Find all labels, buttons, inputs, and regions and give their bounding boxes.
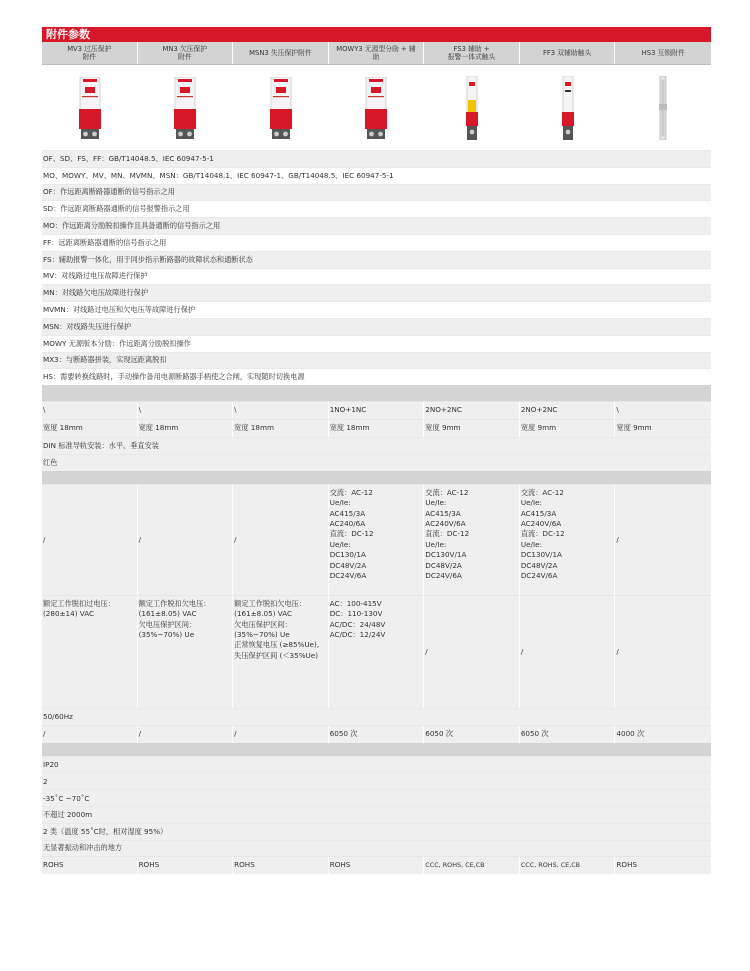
cert-cell: ROHS bbox=[329, 857, 425, 874]
width-cell: 宽度 9mm bbox=[616, 423, 652, 433]
note-row: FS：辅助报警一体化，用于同步指示断路器的故障状态和通断状态 bbox=[42, 251, 711, 268]
cert-cell: CCC, ROHS, CE,CB bbox=[424, 857, 520, 874]
device-hs3-icon bbox=[615, 65, 711, 150]
rating-cell: / bbox=[616, 534, 619, 544]
device-msn3-icon bbox=[233, 65, 329, 150]
product-image-row bbox=[42, 65, 711, 150]
contacts-cell: \ bbox=[138, 402, 234, 419]
cert-cell: ROHS bbox=[42, 857, 138, 874]
note-row: MVMN：对线路过电压和欠电压等故障进行保护 bbox=[42, 301, 711, 318]
note-row: SD：作远距离断路器通断的信号报警指示之用 bbox=[42, 200, 711, 217]
note-row: OF：作远距离断路器通断的信号指示之用 bbox=[42, 184, 711, 201]
contacts-cell: \ bbox=[42, 402, 138, 419]
rating-cell: 交流：AC-12 Ue/Ie: AC415/3A AC240V/6A 直流：DC-12 Ue/Ie: DC130V/1A DC48V/2A DC24V/6A bbox=[520, 485, 616, 595]
life-cell: 6050 次 bbox=[329, 726, 425, 743]
install-class-row: 2 类（温度 55˚C时，相对湿度 95%） bbox=[42, 823, 711, 840]
note-row: FF：远距离断路器通断的信号指示之用 bbox=[42, 234, 711, 251]
note-row: MSN：对线路失压进行保护 bbox=[42, 318, 711, 335]
column-header: MSN3 失压保护附件 bbox=[233, 42, 329, 64]
voltage-cell: 额定工作脱扣过电压： (280±14) VAC bbox=[42, 596, 138, 708]
mounting-row: DIN 标准导轨安装：水平、垂直安装 bbox=[42, 437, 711, 454]
life-cell: 4000 次 bbox=[616, 728, 645, 738]
rating-cell: / bbox=[233, 485, 329, 595]
note-row: HS：需要转换线路时，手动操作备用电源断路器手柄使之合闸，实现随时切换电源 bbox=[42, 368, 711, 385]
life-row bbox=[42, 725, 711, 743]
column-header: MOWY3 无源型分励 + 辅 助 bbox=[329, 42, 425, 64]
section-title: 附件参数 bbox=[42, 27, 711, 42]
section-divider bbox=[42, 385, 711, 401]
width-row bbox=[42, 419, 711, 437]
contacts-cell: 1NO+1NC bbox=[329, 402, 425, 419]
device-mowy3-icon bbox=[329, 65, 425, 150]
column-header-row bbox=[42, 42, 711, 65]
life-cell: / bbox=[233, 726, 329, 743]
voltage-cell: / bbox=[616, 646, 619, 656]
width-cell: 宽度 9mm bbox=[520, 420, 616, 437]
width-cell: 宽度 18mm bbox=[233, 420, 329, 437]
cert-cell: CCC, ROHS, CE,CB bbox=[520, 857, 616, 874]
rating-cell: 交流：AC-12 Ue/Ie: AC415/3A AC240/6A 直流：DC-12 Ue/Ie: DC130/1A DC48V/2A DC24V/6A bbox=[329, 485, 425, 595]
column-header: MV3 过压保护 附件 bbox=[42, 42, 138, 64]
voltage-row bbox=[42, 595, 711, 708]
contacts-cell: \ bbox=[616, 405, 619, 415]
device-mn3-icon bbox=[138, 65, 234, 150]
contacts-row bbox=[42, 401, 711, 419]
voltage-cell: 额定工作脱扣欠电压： (161±8.05) VAC 欠电压保护区间： (35%~70%) Ue bbox=[138, 596, 234, 708]
cert-cell: ROHS bbox=[233, 857, 329, 874]
note-row: MN：对线路欠电压故障进行保护 bbox=[42, 284, 711, 301]
width-cell: 宽度 18mm bbox=[138, 420, 234, 437]
temperature-row: -35˚C ~70˚C bbox=[42, 789, 711, 806]
ip-row: IP20 bbox=[42, 756, 711, 773]
color-row: 红色 bbox=[42, 454, 711, 471]
note-row: MO：作远距离分励脱扣操作且具备通断的信号指示之用 bbox=[42, 217, 711, 234]
contacts-cell: 2NO+2NC bbox=[424, 402, 520, 419]
device-ff3-icon bbox=[520, 65, 616, 150]
voltage-cell: / bbox=[424, 596, 520, 708]
width-cell: 宽度 9mm bbox=[424, 420, 520, 437]
note-row: OF、SD、FS、FF：GB/T14048.5、IEC 60947-5-1 bbox=[42, 150, 711, 167]
life-cell: 6050 次 bbox=[520, 726, 616, 743]
contacts-cell: \ bbox=[233, 402, 329, 419]
accessory-params-sheet bbox=[42, 27, 711, 874]
note-row: MOWY 无源版本分励：作远距离分励脱扣操作 bbox=[42, 335, 711, 352]
life-cell: / bbox=[42, 726, 138, 743]
cert-row bbox=[42, 856, 711, 874]
life-cell: 6050 次 bbox=[424, 726, 520, 743]
cert-cell: ROHS bbox=[616, 860, 638, 870]
device-mv3-icon bbox=[42, 65, 138, 150]
environment-row: 无显著振动和冲击的地方 bbox=[42, 840, 711, 857]
section-divider bbox=[42, 471, 711, 484]
altitude-row: 不超过 2000m bbox=[42, 806, 711, 823]
cert-cell: ROHS bbox=[138, 857, 234, 874]
rating-cell: / bbox=[42, 485, 138, 595]
pollution-row: 2 bbox=[42, 772, 711, 789]
column-header: FF3 双辅助触头 bbox=[520, 42, 616, 64]
voltage-cell: AC：100-415V DC：110-130V AC/DC：24/48V AC/DC：12/24V bbox=[329, 596, 425, 708]
contacts-cell: 2NO+2NC bbox=[520, 402, 616, 419]
voltage-cell: / bbox=[520, 596, 616, 708]
width-cell: 宽度 18mm bbox=[42, 420, 138, 437]
section-divider bbox=[42, 743, 711, 756]
device-fs3-icon bbox=[424, 65, 520, 150]
note-row: MV：对线路过电压故障进行保护 bbox=[42, 268, 711, 285]
ratings-row bbox=[42, 484, 711, 595]
column-header: MN3 欠压保护 附件 bbox=[138, 42, 234, 64]
rating-cell: 交流：AC-12 Ue/Ie: AC415/3A AC240V/6A 直流：DC-12 Ue/Ie: DC130V/1A DC48V/2A DC24V/6A bbox=[424, 485, 520, 595]
life-cell: / bbox=[138, 726, 234, 743]
frequency-row: 50/60Hz bbox=[42, 708, 711, 725]
notes-block bbox=[42, 150, 711, 385]
voltage-cell: 额定工作脱扣欠电压： (161±8.05) VAC 欠电压保护区间： (35%~70%) Ue 正常恢复电压 (≥85%Ue), 失压保护区间 (＜35%Ue) bbox=[233, 596, 329, 708]
column-header: HS3 互锁附件 bbox=[641, 49, 685, 57]
width-cell: 宽度 18mm bbox=[329, 420, 425, 437]
rating-cell: / bbox=[138, 485, 234, 595]
note-row: MX3：与断路器拼装，实现远距离脱扣 bbox=[42, 352, 711, 369]
column-header: FS3 辅助 + 报警一体式触头 bbox=[424, 42, 520, 64]
note-row: MO、MOWY、MV、MN、MVMN、MSN：GB/T14048.1、IEC 60947-1、GB/T14048.5、IEC 60947-5-1 bbox=[42, 167, 711, 184]
